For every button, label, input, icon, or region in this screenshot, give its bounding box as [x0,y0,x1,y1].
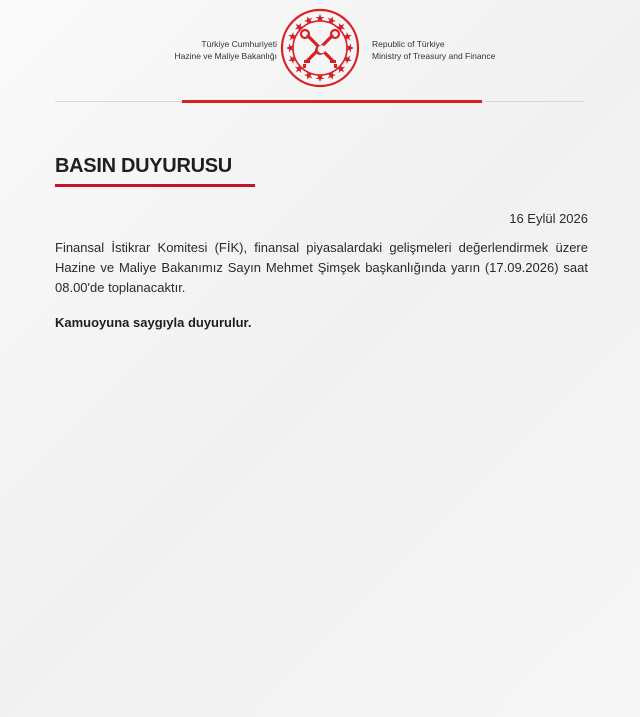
org-name-turkish [174,38,277,62]
org-en-line2: Ministry of Treasury and Finance [372,51,496,61]
title-underline [55,184,255,187]
org-tr-line2: Hazine ve Maliye Bakanlığı [174,51,277,61]
header-accent-bar [182,100,482,103]
document-title: BASIN DUYURUSU [55,155,232,177]
letterhead [0,0,640,110]
document-closing: Kamuoyuna saygıyla duyurulur. [55,315,252,330]
ministry-emblem-icon [278,6,362,90]
document-date: 16 Eylül 2026 [509,211,588,226]
org-name-english [372,38,495,62]
org-tr-line1: Türkiye Cumhuriyeti [201,39,277,49]
org-en-line1: Republic of Türkiye [372,39,445,49]
document-body: Finansal İstikrar Komitesi (FİK), finansal piyasalardaki gelişmeleri değerlendirmek üzere Hazine ve Maliye Bakanımız Sayın Mehmet Şimşek başkanlığında yarın (17.09.2026) saat 08.00'de toplanacaktır. [55,240,588,295]
